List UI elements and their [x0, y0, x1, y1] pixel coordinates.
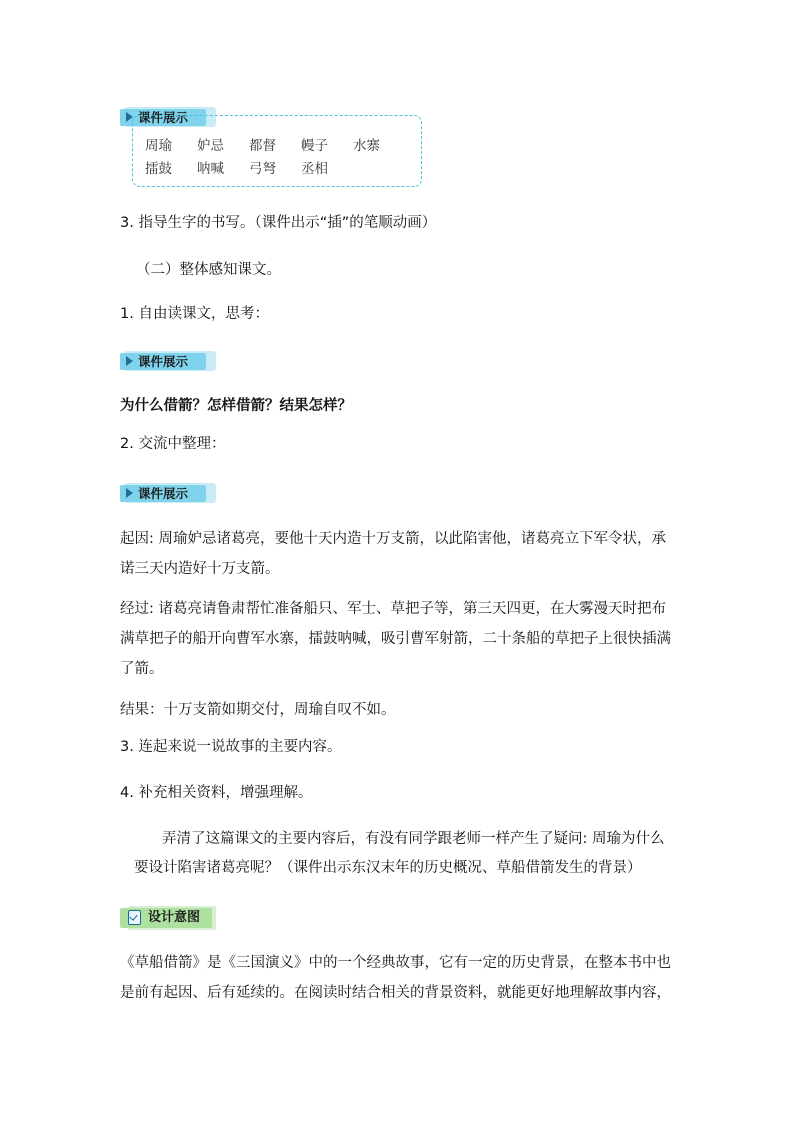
- play-arrow-icon: [126, 488, 133, 498]
- instruction-line: 2. 交流中整理：: [120, 436, 226, 452]
- instruction-line: 3. 连起来说一说故事的主要内容。: [120, 739, 342, 755]
- tag-label: 课件展示: [138, 354, 189, 369]
- instruction-line: 4. 补充相关资料，增强理解。: [120, 785, 313, 801]
- vocab-word: 弓弩: [249, 161, 276, 177]
- design-paragraph-line: 是前有起因、后有延续的。在阅读时结合相关的背景资料，就能更好地理解故事内容，: [120, 985, 671, 1001]
- vocab-word: 幔子: [301, 138, 328, 154]
- tag-label: 设计意图: [148, 910, 201, 925]
- process-line: 经过: 诸葛亮请鲁肃帮忙准备船只、军士、草把子等，第三天四更，在大雾漫天时把布: [120, 601, 666, 617]
- design-intent-tag: [120, 906, 216, 930]
- question-paragraph-line: 弄清了这篇课文的主要内容后，有没有同学跟老师一样产生了疑问: 周瑜为什么: [162, 831, 665, 847]
- vocab-word: 丞相: [301, 161, 328, 177]
- section-heading: （二）整体感知课文。: [136, 262, 281, 278]
- cause-line: 诺三天内造好十万支箭。: [120, 561, 280, 577]
- cause-line: 起因: 周瑜妒忌诸葛亮，要他十天内造十万支箭，以此陷害他，诸葛亮立下军令状，承: [120, 531, 666, 547]
- vocab-word: 水寨: [353, 138, 380, 154]
- play-arrow-icon: [126, 356, 133, 366]
- process-line: 了箭。: [120, 661, 164, 677]
- vocab-word: 擂鼓: [145, 161, 172, 177]
- question-line: 为什么借箭？怎样借箭？结果怎样？: [120, 398, 352, 414]
- design-paragraph-line: 《草船借箭》是《三国演义》中的一个经典故事，它有一定的历史背景，在整本书中也: [120, 955, 671, 971]
- tag-label: 课件展示: [138, 110, 189, 125]
- vocab-word: 周瑜: [145, 138, 172, 154]
- instruction-line: 3. 指导生字的书写。（课件出示“插”的笔顺动画）: [120, 215, 437, 231]
- process-line: 满草把子的船开向曹军水寨，擂鼓呐喊，吸引曹军射箭，二十条船的草把子上很快插满: [120, 631, 671, 647]
- vocab-word: 呐喊: [197, 161, 224, 177]
- vocab-word: 妒忌: [197, 138, 224, 154]
- instruction-line: 1. 自由读课文，思考：: [120, 306, 269, 322]
- result-line: 结果：十万支箭如期交付，周瑜自叹不如。: [120, 702, 396, 718]
- tag-label: 课件展示: [138, 486, 189, 501]
- checklist-icon: [128, 910, 141, 925]
- vocab-word: 都督: [249, 138, 276, 154]
- question-paragraph-line: 要设计陷害诸葛亮呢？（课件出示东汉末年的历史概况、草船借箭发生的背景）: [134, 860, 642, 876]
